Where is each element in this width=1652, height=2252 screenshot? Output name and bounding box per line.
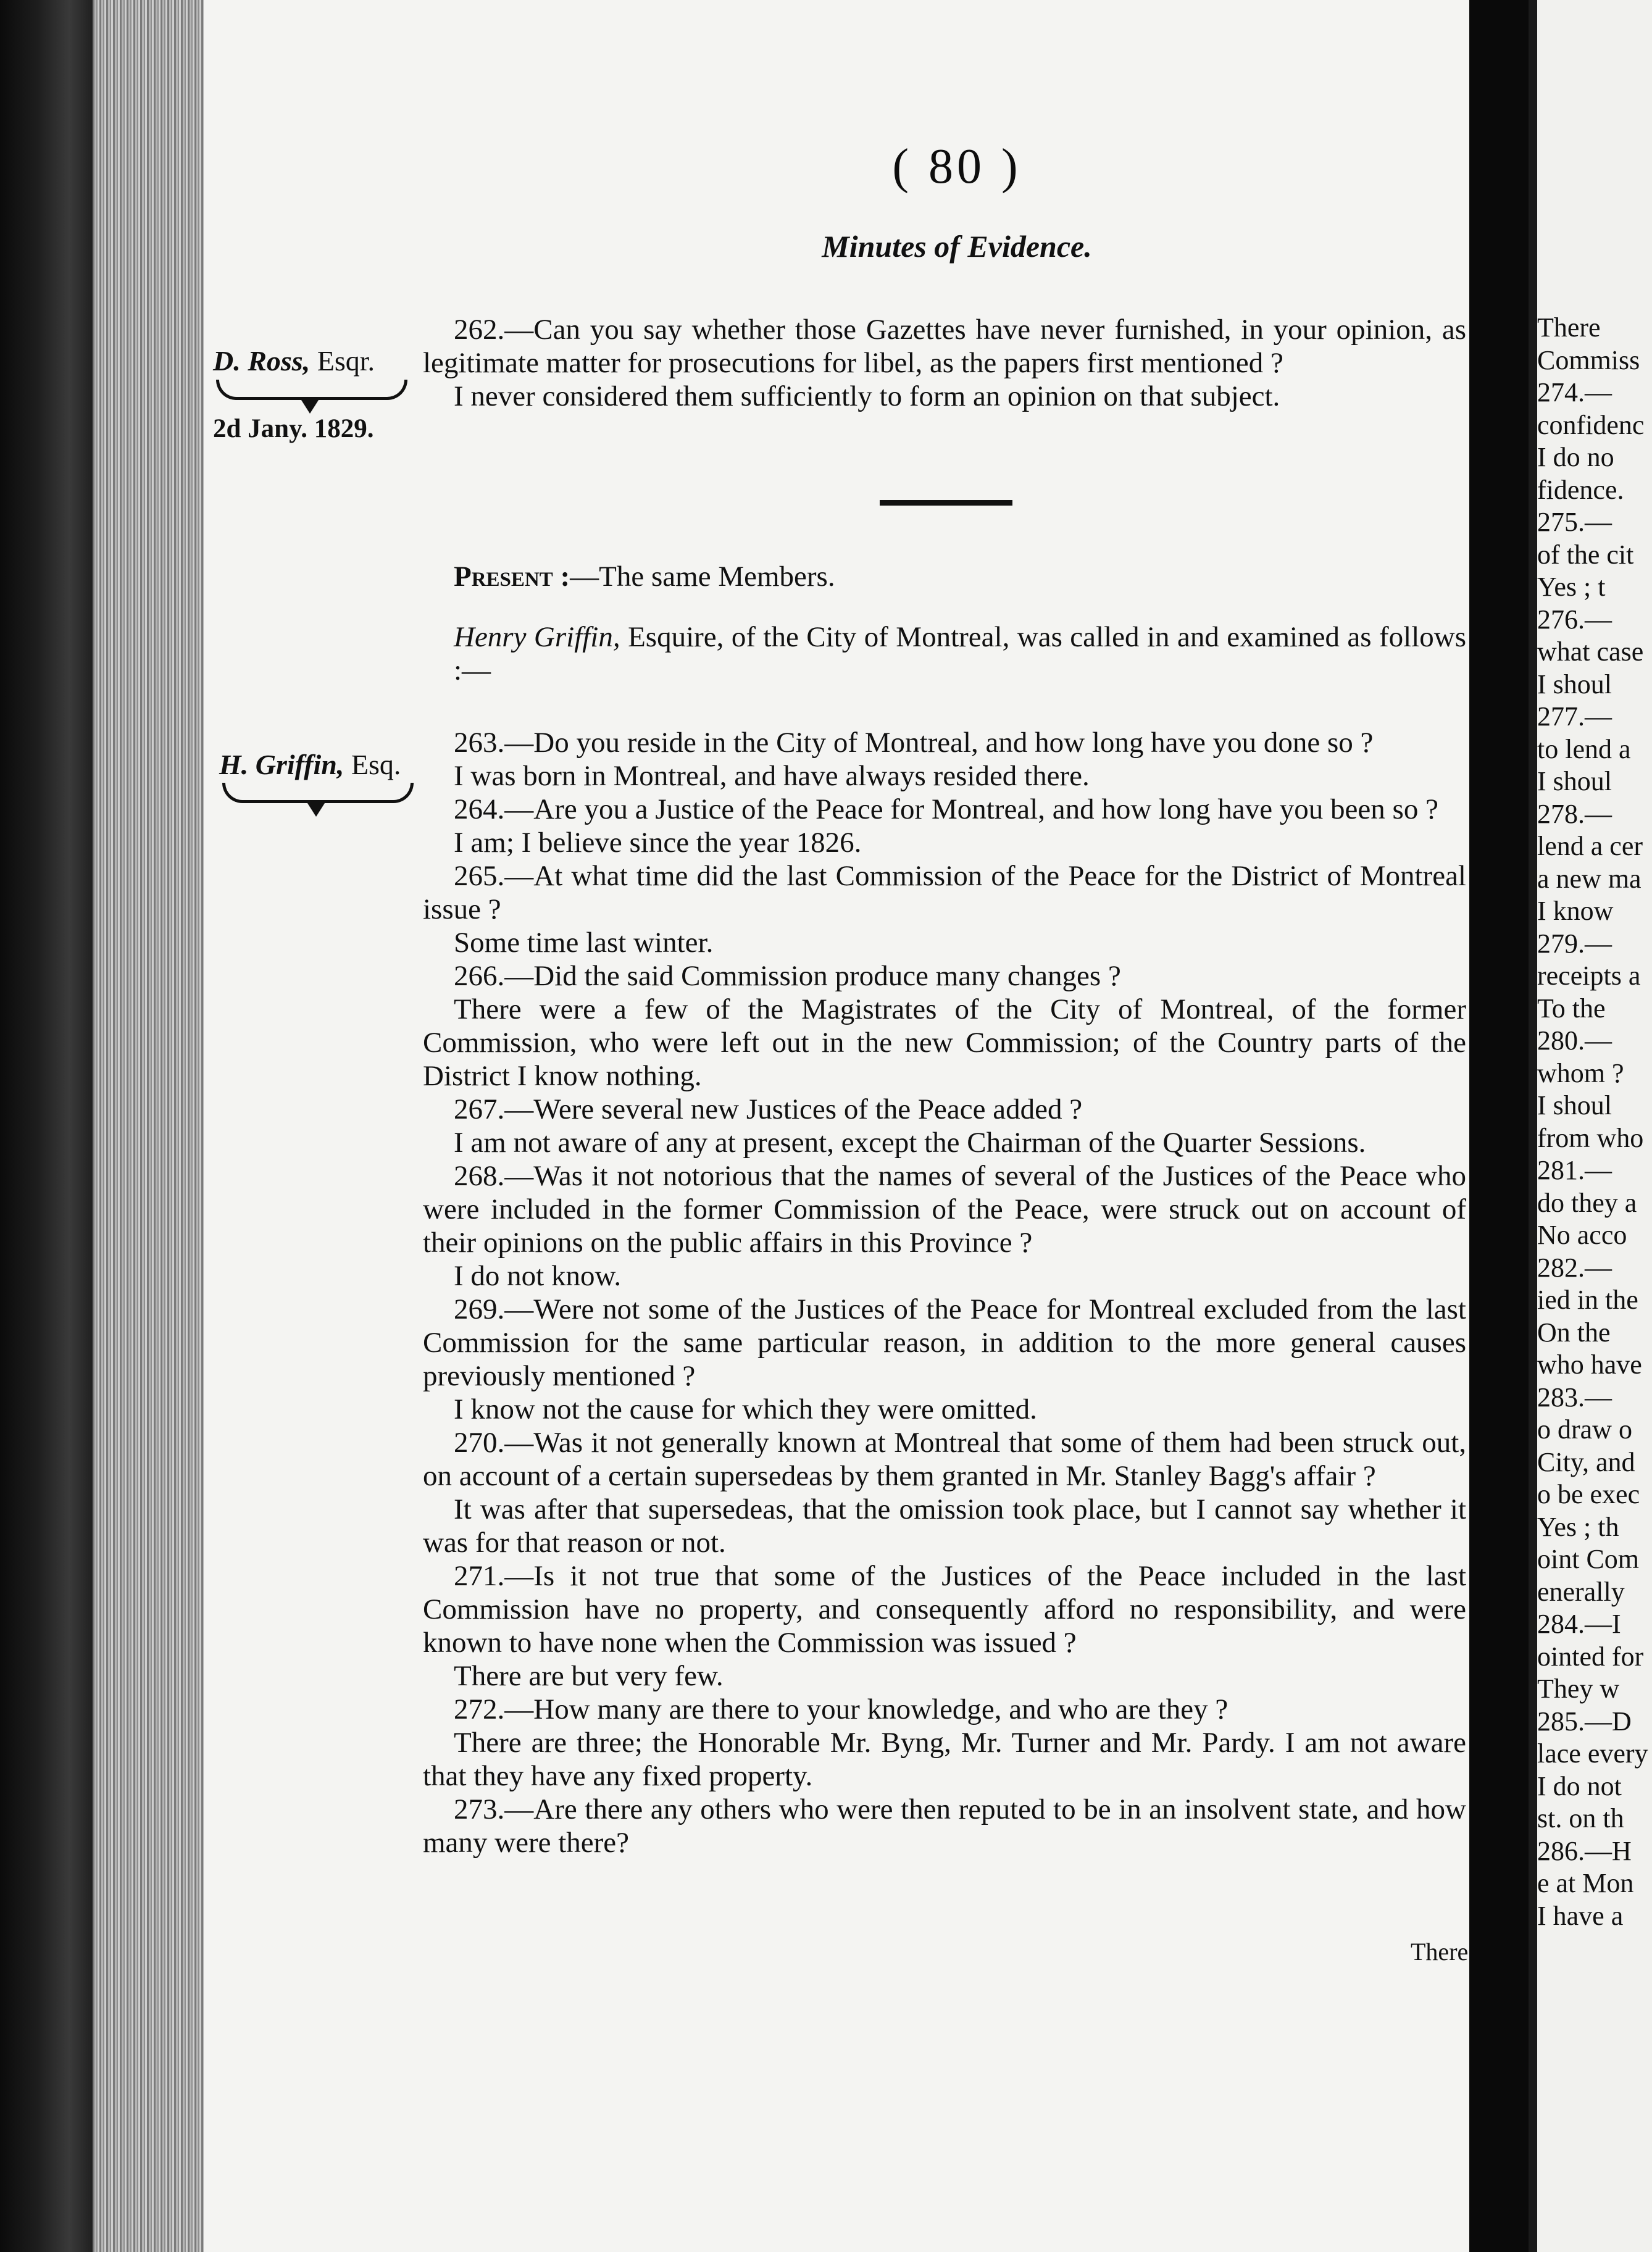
facing-page-line: No acco [1537, 1220, 1627, 1250]
answer-271: There are but very few. [454, 1660, 724, 1692]
facing-page-line: o draw o [1537, 1414, 1632, 1445]
facing-page-line: o be exec [1537, 1479, 1640, 1509]
facing-page-line: 277.— [1537, 701, 1612, 732]
facing-page-line: 275.— [1537, 507, 1612, 537]
question-264: 264.—Are you a Justice of the Peace for Montreal, and how long have you been so ? [454, 793, 1438, 825]
facing-page-line: a new ma [1537, 863, 1642, 894]
facing-page-line: from who [1537, 1122, 1644, 1153]
facing-page-line: fidence. [1537, 474, 1624, 505]
facing-page-line: 283.— [1537, 1382, 1612, 1412]
facing-page-line: I shoul [1537, 669, 1612, 699]
witness-intro-name: Henry Griffin, [454, 621, 620, 653]
question-271: 271.—Is it not true that some of the Justices of the Peace included in the last Commission have no property, and consequently afford no responsibility, and were known to have none when the Commission was issued ? [423, 1560, 1466, 1659]
question-268: 268.—Was it not notorious that the names of several of the Justices of the Peace who were included in the former Commission of the Peace, were struck out on account of their opinions on the public affairs in this Province ? [423, 1160, 1466, 1259]
evidence-block-griffin [423, 726, 1466, 1859]
catchword: There [1411, 1938, 1469, 1966]
margin-witness-griffin-name: H. Griffin, [219, 749, 344, 780]
facing-page-line: do they a [1537, 1187, 1637, 1218]
facing-page-line: 278.— [1537, 798, 1612, 829]
page-number: ( 80 ) [892, 140, 1022, 194]
facing-page-text [1537, 312, 1652, 1932]
answer-267: I am not aware of any at present, except the Chairman of the Quarter Sessions. [454, 1127, 1366, 1159]
facing-page-line: They w [1537, 1674, 1620, 1704]
facing-page-line: 276.— [1537, 604, 1612, 635]
facing-page-line: ied in the [1537, 1285, 1638, 1315]
facing-page-line: 274.— [1537, 377, 1612, 407]
margin-witness-griffin-title: Esq. [351, 749, 401, 780]
question-262: 262.—Can you say whether those Gazettes have never furnished, in your opinion, as legitimate matter for prosecutions for libel, as the papers first mentioned ? [423, 314, 1466, 379]
answer-272: There are three; the Honorable Mr. Byng, Mr. Turner and Mr. Pardy. I am not aware that they have any fixed property. [423, 1727, 1466, 1792]
facing-page-line: 282.— [1537, 1252, 1612, 1283]
book-spine-shadow [1469, 0, 1531, 2252]
facing-page-line: I shoul [1537, 1090, 1612, 1120]
witness-intro [454, 620, 1466, 687]
present-text: —The same Members. [570, 561, 835, 593]
present-label: Present : [454, 561, 570, 593]
facing-page-line: st. on th [1537, 1803, 1624, 1833]
margin-witness-ross-title: Esqr. [317, 345, 375, 377]
question-263: 263.—Do you reside in the City of Montreal, and how long have you done so ? [454, 727, 1374, 759]
facing-page-line: who have [1537, 1349, 1642, 1380]
page-stack-gutter [93, 0, 204, 2252]
facing-page-line: Yes ; t [1537, 572, 1606, 602]
facing-page-line: I shoul [1537, 766, 1612, 796]
facing-page-line: 286.—H [1537, 1835, 1632, 1866]
facing-page-line: 281.— [1537, 1155, 1612, 1185]
margin-witness-griffin [219, 748, 401, 782]
margin-witness-ross-name: D. Ross, [213, 345, 311, 377]
facing-page-line: 285.—D [1537, 1706, 1632, 1737]
facing-page-line: Commiss [1537, 344, 1640, 375]
facing-page-line: whom ? [1537, 1057, 1624, 1088]
witness-intro-text: Esquire, of the City of Montreal, was called in and examined as follows :— [454, 621, 1466, 686]
answer-268: I do not know. [454, 1260, 622, 1292]
facing-page-line: e at Mon [1537, 1868, 1634, 1898]
answer-264: I am; I believe since the year 1826. [454, 827, 862, 859]
answer-266: There were a few of the Magistrates of the City of Montreal, of the former Commission, who were left out in the new Commission; of the Country parts of the District I know nothing. [423, 993, 1466, 1092]
facing-page-line: There [1537, 312, 1601, 343]
question-265: 265.—At what time did the last Commission of the Peace for the District of Montreal issue ? [423, 860, 1466, 925]
facing-page-edge [1529, 0, 1537, 2252]
facing-page-line: lend a cer [1537, 831, 1643, 861]
facing-page-line: oint Com [1537, 1544, 1640, 1574]
facing-page-line: Yes ; th [1537, 1511, 1619, 1542]
question-269: 269.—Were not some of the Justices of the Peace for Montreal excluded from the last Commission for the same particular reason, in addition to the more general causes previously mentioned ? [423, 1293, 1466, 1392]
question-272: 272.—How many are there to your knowledge, and who are they ? [454, 1693, 1229, 1725]
facing-page-line: I have a [1537, 1900, 1624, 1931]
question-273: 273.—Are there any others who were then reputed to be in an insolvent state, and how many were there? [423, 1793, 1466, 1859]
facing-page-line: receipts a [1537, 961, 1641, 991]
present-line [454, 560, 1497, 593]
facing-page-line: to lend a [1537, 733, 1631, 764]
facing-page-line: ointed for [1537, 1641, 1644, 1672]
margin-brace-griffin [222, 783, 414, 803]
facing-page-line: what case [1537, 636, 1644, 667]
facing-page-line: lace every [1537, 1738, 1648, 1769]
book-edge-dark [0, 0, 93, 2252]
facing-page-line: 279.— [1537, 928, 1612, 959]
facing-page-line: I do not [1537, 1770, 1622, 1801]
facing-page-line: enerally [1537, 1576, 1625, 1607]
evidence-block-ross [423, 313, 1466, 413]
facing-page-line: 284.—I [1537, 1609, 1621, 1639]
answer-269: I know not the cause for which they were omitted. [454, 1393, 1037, 1425]
answer-265: Some time last winter. [454, 927, 714, 959]
facing-page-line: 280.— [1537, 1025, 1612, 1056]
facing-page-line: To the [1537, 993, 1606, 1024]
facing-page-line: of the cit [1537, 539, 1634, 570]
answer-262: I never considered them sufficiently to form an opinion on that subject. [454, 380, 1280, 412]
facing-page-line: I know [1537, 896, 1614, 926]
answer-263: I was born in Montreal, and have always resided there. [454, 760, 1090, 792]
margin-brace-ross-tip [301, 400, 319, 414]
facing-page [1531, 0, 1652, 2252]
facing-page-line: City, and [1537, 1446, 1635, 1477]
facing-page-line: confidenc [1537, 409, 1645, 440]
answer-270: It was after that supersedeas, that the omission took place, but I cannot say whether it was for that reason or not. [423, 1493, 1466, 1559]
question-266: 266.—Did the said Commission produce many changes ? [454, 960, 1121, 992]
margin-brace-ross [216, 380, 407, 400]
facing-page-line: I do no [1537, 442, 1614, 472]
question-270: 270.—Was it not generally known at Montreal that some of them had been struck out, on account of a certain supersedeas by them granted in Mr. Stanley Bagg's affair ? [423, 1427, 1466, 1492]
section-divider-rule [880, 500, 1012, 506]
facing-page-line: On the [1537, 1317, 1611, 1348]
margin-witness-ross [213, 344, 375, 378]
question-267: 267.—Were several new Justices of the Peace added ? [454, 1093, 1083, 1125]
margin-date: 2d Jany. 1829. [213, 414, 374, 443]
margin-brace-griffin-tip [307, 803, 325, 817]
section-title: Minutes of Evidence. [822, 229, 1092, 264]
